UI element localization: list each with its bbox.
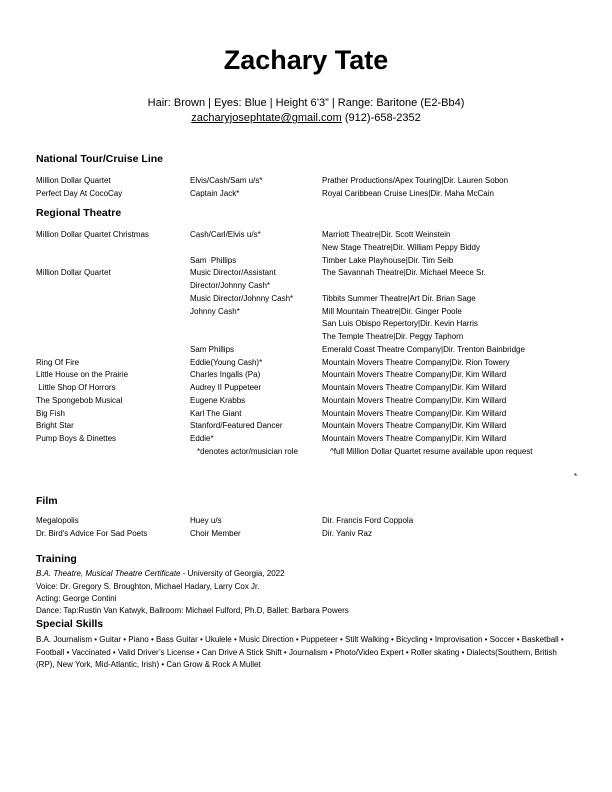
credit-show: Little Shop Of Horrors — [36, 383, 116, 393]
credit-role: Choir Member — [190, 528, 241, 538]
email-link[interactable]: zacharyjosephtate@gmail.com — [191, 112, 342, 125]
credit-role: Karl The Giant — [190, 408, 242, 418]
credit-show: Big Fish — [36, 408, 65, 418]
credit-venue: Mountain Movers Theatre Company|Dir. Rion Towery — [322, 357, 510, 367]
credit-show: The Spongebob Musical — [36, 395, 123, 405]
credit-show: Pump Boys & Dinettes — [36, 434, 117, 444]
national-tour-credits — [36, 175, 576, 201]
footnote-full-resume: ^full Million Dollar Quartet resume available upon request — [330, 446, 533, 456]
credit-role: Johnny Cash* — [190, 306, 240, 316]
credit-row — [36, 188, 576, 201]
credit-role: Eddie(Young Cash)* — [190, 357, 263, 367]
training-lines — [36, 581, 576, 618]
credit-role: Stanford/Featured Dancer — [190, 421, 283, 431]
credit-row — [36, 357, 576, 370]
credit-role: Music Director/Johnny Cash* — [190, 293, 294, 303]
training-line: Acting: George Contini — [36, 593, 117, 603]
credit-show: Little House on the Prairie — [36, 370, 129, 380]
credit-venue: The Savannah Theatre|Dir. Michael Meece Sr. — [322, 268, 486, 278]
credit-venue: Timber Lake Playhouse|Dir. Tim Seib — [322, 255, 454, 265]
degree-school: - University of Georgia, 2022 — [180, 569, 285, 579]
credit-venue: Marriott Theatre|Dir. Scott Weinstein — [322, 230, 451, 240]
credit-row — [36, 280, 576, 293]
footnote-row — [36, 446, 576, 459]
credit-role: Music Director/Assistant — [190, 268, 276, 278]
credit-role: Cash/Carl/Elvis u/s* — [190, 230, 261, 240]
training-degree-line — [36, 568, 576, 580]
credit-venue — [322, 280, 576, 293]
credit-row — [36, 255, 576, 268]
credit-role: Sam Phillips — [190, 344, 235, 354]
actor-stats-line: Hair: Brown | Eyes: Blue | Height 6’3” | Range: Baritone (E2-Bb4) — [147, 97, 465, 110]
credit-venue: The Temple Theatre|Dir. Peggy Taphorn — [322, 332, 464, 342]
credit-show — [36, 293, 190, 306]
special-skills-text: B.A. Journalism • Guitar • Piano • Bass Guitar • Ukulele • Music Direction • Puppeteer • Stilt Walking • Bicycling • Improvisation • Soccer • Basketball • Football • Vaccinated • Valid Driver’s License • Can Drive A Stick Shift • Journalism • Photo/Video Expert • Roller skating • Dialects(Southern, British (RP), New York, Mid-Atlantic, Irish) • Can Grow & Rock A Mullet — [36, 635, 564, 670]
credit-venue: Royal Caribbean Cruise Lines|Dir. Maha McCain — [322, 188, 494, 198]
credit-row — [36, 395, 576, 408]
credit-row — [36, 408, 576, 421]
credit-row — [36, 331, 576, 344]
credit-venue: Mountain Movers Theatre Company|Dir. Kim Willard — [322, 370, 507, 380]
section-heading-national-tour: National Tour/Cruise Line — [36, 153, 163, 166]
credit-show: Bright Star — [36, 421, 74, 431]
credit-role: Eddie* — [190, 434, 214, 444]
credit-role: Huey u/s — [190, 516, 222, 526]
credit-row — [36, 242, 576, 255]
credit-row — [36, 344, 576, 357]
credit-venue: Dir. Francis Ford Coppola — [322, 516, 414, 526]
credit-row — [36, 175, 576, 188]
credit-row — [36, 267, 576, 280]
section-heading-regional-theatre: Regional Theatre — [36, 207, 122, 220]
credit-row — [36, 515, 576, 528]
credit-row — [36, 293, 576, 306]
credit-role: Sam Phillips — [190, 255, 237, 265]
credit-role: Charles Ingalls (Pa) — [190, 370, 261, 380]
credit-venue: Dir. Yaniv Raz — [322, 528, 372, 538]
film-credits — [36, 515, 576, 541]
credit-row — [36, 420, 576, 433]
credit-venue: New Stage Theatre|Dir. William Peppy Biddy — [322, 242, 480, 252]
credit-role — [190, 318, 322, 331]
credit-show — [36, 331, 190, 344]
training-line: Dance: Tap:Rustin Van Katwyk, Ballroom: Michael Fulford, Ph.D, Ballet: Barbara Powers — [36, 606, 349, 616]
credit-show: Million Dollar Quartet — [36, 175, 111, 185]
regional-theatre-credits — [36, 229, 576, 446]
credit-role: Director/Johnny Cash* — [190, 281, 271, 291]
credit-show — [36, 318, 190, 331]
credit-venue: Prather Productions/Apex Touring|Dir. Lauren Sobon — [322, 175, 509, 185]
footnote-spacer — [36, 446, 190, 459]
section-heading-training: Training — [36, 552, 77, 565]
credit-show — [36, 344, 190, 357]
credit-row — [36, 528, 576, 541]
credit-show — [36, 242, 190, 255]
credit-show: Perfect Day At CocoCay — [36, 188, 123, 198]
credit-venue: Mountain Movers Theatre Company|Dir. Kim Willard — [322, 383, 507, 393]
credit-role: Captain Jack* — [190, 188, 240, 198]
footnote-denotes: *denotes actor/musician role — [197, 446, 298, 456]
credit-row — [36, 382, 576, 395]
credit-role — [190, 331, 322, 344]
credit-venue: San Luis Obispo Repertory|Dir. Kevin Harris — [322, 319, 478, 329]
credit-row — [36, 306, 576, 319]
stray-asterisk: * — [574, 472, 578, 481]
credit-row — [36, 369, 576, 382]
credit-show: Ring Of Fire — [36, 357, 80, 367]
credit-show — [36, 255, 190, 268]
credit-venue: Emerald Coast Theatre Company|Dir. Trenton Bainbridge — [322, 344, 525, 354]
section-heading-film: Film — [36, 494, 58, 507]
training-line: Voice: Dr. Gregory S. Broughton, Michael Hadary, Larry Cox Jr. — [36, 581, 260, 591]
credit-venue: Mountain Movers Theatre Company|Dir. Kim Willard — [322, 434, 507, 444]
credit-show — [36, 280, 190, 293]
credit-venue: Tibbits Summer Theatre|Art Dir. Brian Sage — [322, 293, 476, 303]
credit-show: Million Dollar Quartet — [36, 268, 111, 278]
credit-show — [36, 306, 190, 319]
credit-show: Megalopolis — [36, 516, 79, 526]
credit-show: Dr. Bird's Advice For Sad Poets — [36, 528, 148, 538]
phone-number: (912)-658-2352 — [344, 112, 421, 125]
contact-line — [36, 111, 576, 125]
credit-row — [36, 433, 576, 446]
credit-role: Eugene Krabbs — [190, 395, 246, 405]
section-heading-special-skills: Special Skills — [36, 618, 104, 631]
credit-role — [190, 242, 322, 255]
credit-row — [36, 318, 576, 331]
credit-row — [36, 229, 576, 242]
credit-venue: Mountain Movers Theatre Company|Dir. Kim Willard — [322, 395, 507, 405]
credit-role: Elvis/Cash/Sam u/s* — [190, 175, 263, 185]
credit-role: Audrey II Puppeteer — [190, 383, 262, 393]
credit-show: Million Dollar Quartet Christmas — [36, 230, 149, 240]
credit-venue: Mountain Movers Theatre Company|Dir. Kim Willard — [322, 408, 507, 418]
degree-title: B.A. Theatre, Musical Theatre Certificate — [36, 569, 181, 579]
credit-venue: Mountain Movers Theatre Company|Dir. Kim Willard — [322, 421, 507, 431]
credit-venue: Mill Mountain Theatre|Dir. Ginger Poole — [322, 306, 462, 316]
page-title: Zachary Tate — [223, 45, 389, 75]
